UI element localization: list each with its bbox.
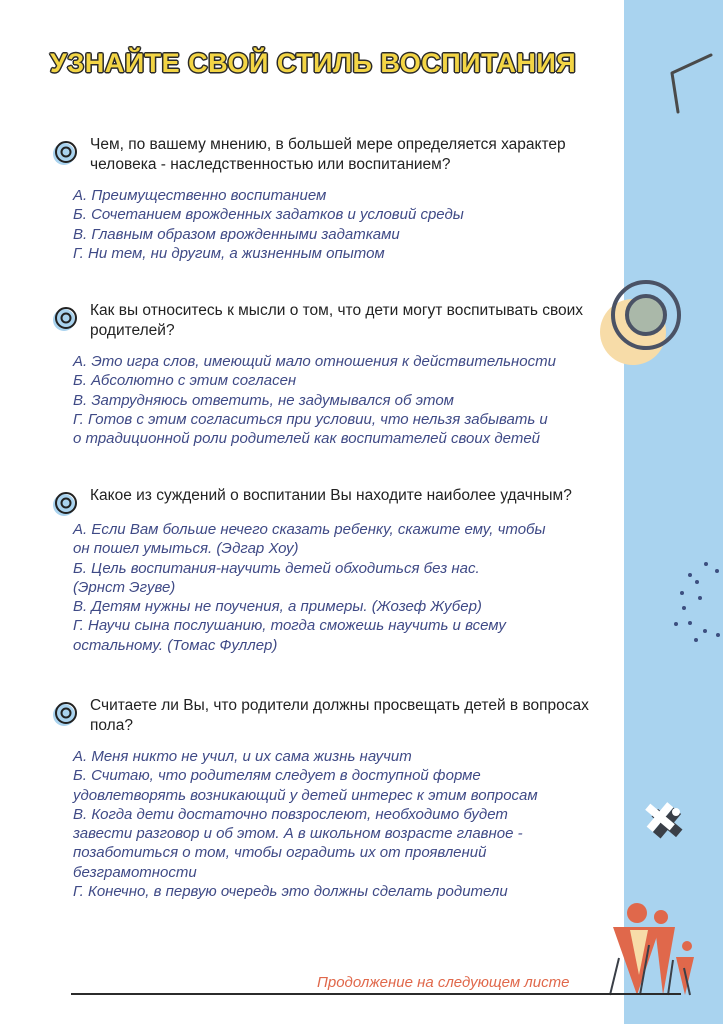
question-bullet-icon	[50, 699, 80, 729]
answer-option: удовлетворять возникающий у детей интерес к этим вопросам	[73, 786, 538, 804]
answer-option: о традиционной роли родителей как воспитателей своих детей	[73, 430, 540, 448]
answer-option: Б. Цель воспитания-научить детей обходиться без нас.	[73, 559, 480, 577]
question-block	[50, 696, 620, 901]
answer-option: В. Затрудняюсь ответить, не задумывался об этом	[73, 391, 454, 409]
answer-option: позаботиться о том, чтобы оградить их от проявлений	[73, 844, 487, 862]
answer-option: В. Главным образом врожденными задатками	[73, 225, 400, 243]
answer-list	[73, 520, 620, 655]
answer-option: Г. Ни тем, ни другим, а жизненным опытом	[73, 244, 385, 262]
question-text: Как вы относитесь к мысли о том, что дети могут воспитывать своих родителей?	[90, 302, 584, 339]
question-text: Чем, по вашему мнению, в большей мере определяется характер человека - наследственностью или воспитанием?	[90, 136, 566, 173]
question-bullet-icon	[50, 304, 80, 334]
answer-option: Г. Научи сына послушанию, тогда сможешь научить и всему	[73, 617, 506, 635]
question-block	[50, 301, 620, 448]
question-text: Считаете ли Вы, что родители должны просвещать детей в вопросах пола?	[90, 697, 589, 734]
answer-list	[73, 186, 620, 263]
answer-option: В. Детям нужны не поучения, а примеры. (Жозеф Жубер)	[73, 598, 482, 616]
question-bullet-icon	[50, 489, 80, 519]
question-text: Какое из суждений о воспитании Вы находите наиболее удачным?	[90, 487, 572, 504]
answer-option: (Эрнст Эгуве)	[73, 578, 176, 596]
answer-option: А. Это игра слов, имеющий мало отношения к действительности	[73, 353, 556, 370]
question-block	[50, 135, 620, 263]
side-strip	[624, 0, 723, 1024]
footer-divider	[71, 993, 681, 995]
answer-option: Б. Абсолютно с этим согласен	[73, 372, 297, 390]
answer-option: завести разговор и об этом. А в школьном возрасте главное -	[73, 825, 523, 843]
question-bullet-icon	[50, 138, 80, 168]
question-block	[50, 486, 620, 655]
answer-option: А. Если Вам больше нечего сказать ребенку, скажите ему, чтобы	[73, 521, 546, 538]
question-header	[50, 135, 620, 175]
answer-option: он пошел умыться. (Эдгар Хоу)	[73, 540, 299, 558]
question-header	[50, 486, 620, 506]
question-header	[50, 301, 620, 341]
answer-option: Б. Считаю, что родителям следует в доступной форме	[73, 767, 481, 785]
continued-note: Продолжение на следующем листе	[317, 974, 570, 991]
answer-option: Б. Сочетанием врожденных задатков и условий среды	[73, 206, 464, 224]
answer-option: А. Меня никто не учил, и их сама жизнь научит	[73, 748, 412, 765]
answer-option: безграмотности	[73, 863, 197, 881]
answer-list	[73, 352, 620, 448]
page-title: УЗНАЙТЕ СВОЙ СТИЛЬ ВОСПИТАНИЯ	[50, 48, 577, 78]
question-header	[50, 696, 620, 736]
answer-option: В. Когда дети достаточно повзрослеют, необходимо будет	[73, 805, 508, 823]
answer-list	[73, 747, 620, 901]
answer-option: Г. Конечно, в первую очередь это должны сделать родители	[73, 883, 508, 901]
answer-option: А. Преимущественно воспитанием	[73, 187, 327, 204]
answer-option: Г. Готов с этим согласиться при условии, что нельзя забывать и	[73, 410, 548, 428]
answer-option: остальному. (Томас Фуллер)	[73, 636, 278, 654]
